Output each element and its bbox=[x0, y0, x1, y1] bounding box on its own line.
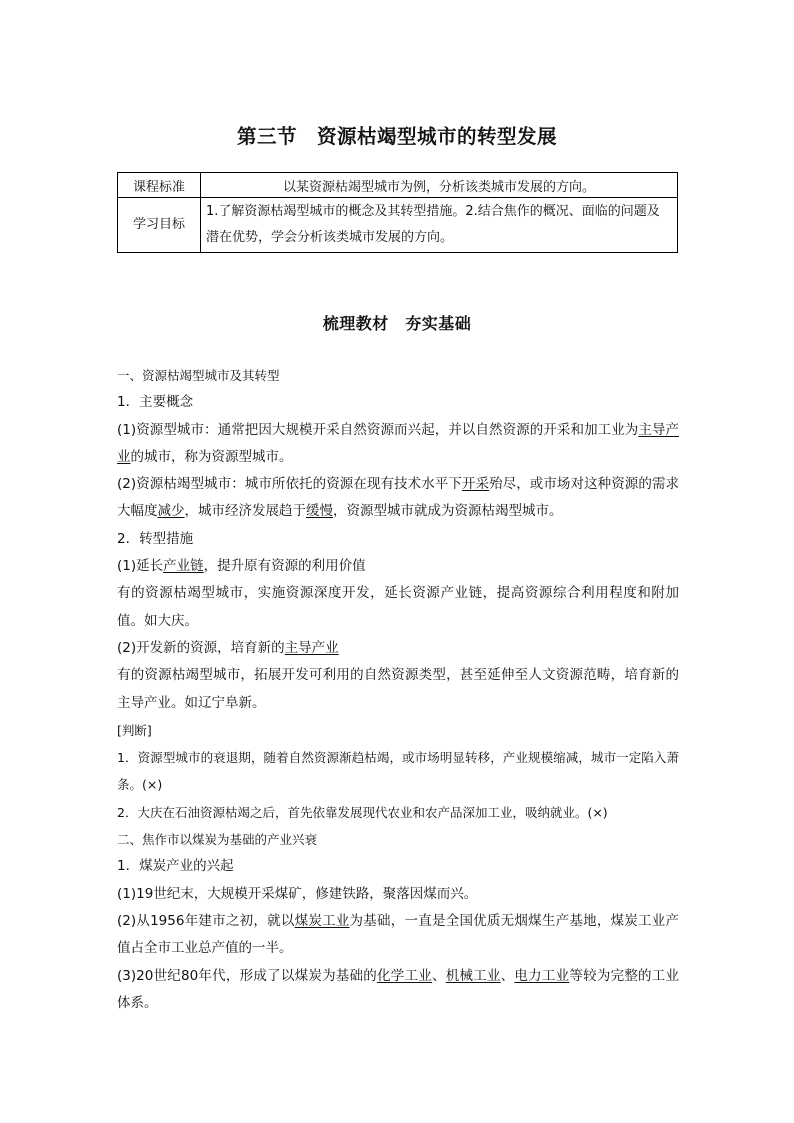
table-row-label: 课程标准 bbox=[118, 173, 201, 198]
paragraph: (1)19世纪末，大规模开采煤矿，修建铁路，聚落因煤而兴。 bbox=[117, 885, 478, 902]
table-row bbox=[118, 173, 678, 198]
underlined-term: 主导产业 bbox=[284, 639, 339, 656]
underlined-term: 主导产业 bbox=[117, 421, 680, 465]
paragraph: 有的资源枯竭型城市，实施资源深度开发，延长资源产业链，提高资源综合利用程度和附加值。如大庆。 bbox=[117, 585, 679, 629]
content-body bbox=[117, 362, 679, 1017]
underlined-term: 减少 bbox=[157, 503, 185, 520]
judge-item: 1．资源型城市的衰退期，随着自然资源渐趋枯竭，或市场明显转移，产业规模缩减，城市一定陷入萧条。(×) bbox=[117, 750, 679, 793]
underlined-term: 产业链 bbox=[163, 558, 204, 575]
underlined-term: 开采 bbox=[461, 476, 490, 493]
text: 殆尽，或市场对这种资源的需求大幅度 bbox=[117, 476, 680, 520]
text: (3)20世纪80年代，形成了以煤炭为基础的 bbox=[117, 967, 378, 984]
paragraph bbox=[117, 963, 679, 1018]
course-standards-table bbox=[117, 172, 678, 253]
text: 的城市，称为资源型城市。 bbox=[130, 448, 293, 465]
underlined-term: 电力工业 bbox=[514, 967, 570, 984]
paragraph: 有的资源枯竭型城市，拓展开发可利用的自然资源类型，甚至延伸至人文资源范畴，培育新的主导产业。如辽宁阜新。 bbox=[117, 667, 679, 711]
paragraph bbox=[117, 553, 679, 580]
underlined-term: 煤炭工业 bbox=[294, 912, 350, 929]
paragraph bbox=[117, 471, 679, 526]
subheading: 2．转型措施 bbox=[117, 530, 194, 547]
subheading: 1．主要概念 bbox=[117, 394, 194, 411]
subheading: 1．煤炭产业的兴起 bbox=[117, 858, 234, 875]
text: 为基础，一直是全国优质无烟煤生产基地，煤炭工业产值占全市工业总产值的一半。 bbox=[117, 912, 680, 957]
text: (1)延长 bbox=[117, 558, 164, 575]
table-row-value: 以某资源枯竭型城市为例，分析该类城市发展的方向。 bbox=[201, 173, 678, 198]
judge-item: 2．大庆在石油资源枯竭之后，首先依靠发展现代农业和农产品深加工业，吸纳就业。(×) bbox=[117, 804, 608, 820]
table-row-value: 1.了解资源枯竭型城市的概念及其转型措施。2.结合焦作的概况、面临的问题及潜在优势，学会分析该类城市发展的方向。 bbox=[201, 198, 678, 253]
heading-1: 一、资源枯竭型城市及其转型 bbox=[117, 368, 280, 383]
text: ，提升原有资源的利用价值 bbox=[203, 558, 366, 575]
text: (2)资源枯竭型城市：城市所依托的资源在现有技术水平下 bbox=[117, 476, 462, 493]
judge-label: [判断] bbox=[117, 722, 152, 738]
text: ，资源型城市就成为资源枯竭型城市。 bbox=[333, 503, 563, 520]
text: (2)从1956年建市之初，就以 bbox=[117, 912, 295, 929]
paragraph bbox=[117, 635, 679, 662]
heading-2: 二、焦作市以煤炭为基础的产业兴衰 bbox=[117, 832, 318, 848]
table-row-label: 学习目标 bbox=[118, 198, 201, 253]
text: 等较为完整的工业体系。 bbox=[117, 967, 680, 1011]
page-title: 第三节 资源枯竭型城市的转型发展 bbox=[236, 125, 557, 148]
underlined-term: 化学工业 bbox=[377, 967, 432, 984]
text: 、 bbox=[431, 967, 446, 984]
underlined-term: 缓慢 bbox=[306, 503, 333, 520]
paragraph bbox=[117, 908, 679, 963]
text: (1)资源型城市：通常把因大规模开采自然资源而兴起，并以自然资源的开采和加工业为 bbox=[117, 421, 639, 438]
text: (2)开发新的资源，培育新的 bbox=[117, 639, 285, 656]
section-title: 梳理教材 夯实基础 bbox=[322, 314, 472, 333]
underlined-term: 机械工业 bbox=[445, 967, 501, 984]
text: 、 bbox=[500, 967, 515, 984]
table-row bbox=[118, 198, 678, 253]
paragraph bbox=[117, 417, 679, 472]
text: ，城市经济发展趋于 bbox=[184, 503, 306, 520]
